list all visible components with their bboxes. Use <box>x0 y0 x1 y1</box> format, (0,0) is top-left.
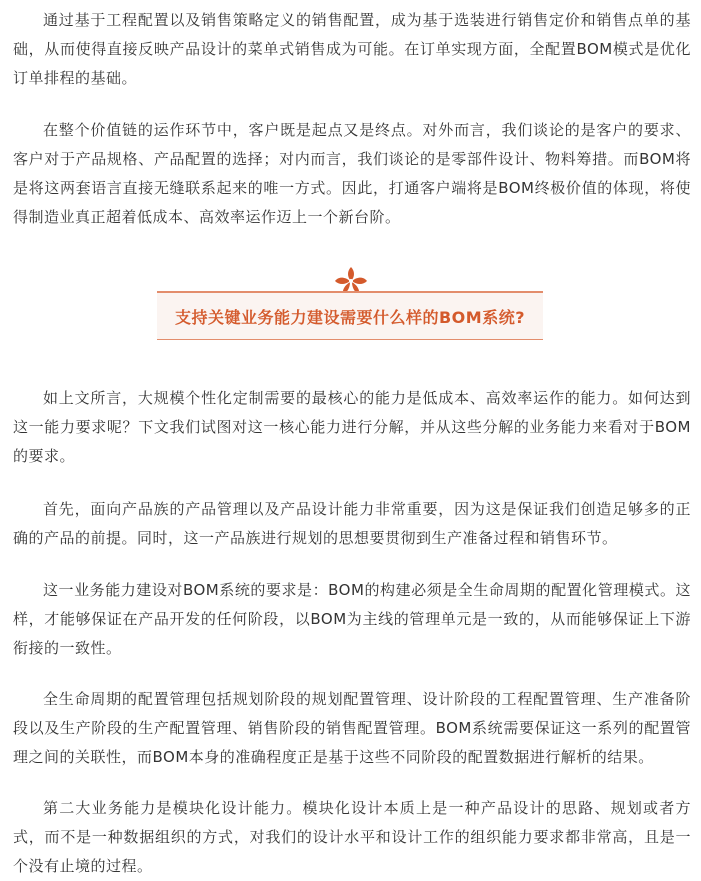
paragraph: 如上文所言，大规模个性化定制需要的最核心的能力是低成本、高效率运作的能力。如何达到这一能力要求呢？下文我们试图对这一核心能力进行分解，并从这些分解的业务能力来看对于BOM的要求。 <box>13 389 691 465</box>
paragraph: 全生命周期的配置管理包括规划阶段的规划配置管理、设计阶段的工程配置管理、生产准备阶段以及生产阶段的生产配置管理、销售阶段的销售配置管理。BOM系统需要保证这一系列的配置管理之间的关联性，而BOM本身的准确程度正是基于这些不同阶段的配置数据进行解析的结果。 <box>13 690 691 766</box>
section-heading <box>157 266 545 340</box>
section-heading-box <box>157 291 543 340</box>
paragraph: 通过基于工程配置以及销售策略定义的销售配置，成为基于选装进行销售定价和销售点单的基础，从而使得直接反映产品设计的菜单式销售成为可能。在订单实现方面，全配置BOM模式是优化订单排程的基础。 <box>13 11 691 87</box>
paragraph: 在整个价值链的运作环节中，客户既是起点又是终点。对外而言，我们谈论的是客户的要求、客户对于产品规格、产品配置的选择；对内而言，我们谈论的是零部件设计、物料筹措。而BOM将是将这两套语言直接无缝联系起来的唯一方式。因此，打通客户端将是BOM终极价值的体现，将使得制造业真正超着低成本、高效率运作迈上一个新台阶。 <box>13 121 691 226</box>
paragraph: 第二大业务能力是模块化设计能力。模块化设计本质上是一种产品设计的思路、规划或者方式，而不是一种数据组织的方式，对我们的设计水平和设计工作的组织能力要求都非常高，且是一个没有止境的过程。 <box>13 799 691 875</box>
paragraph: 这一业务能力建设对BOM系统的要求是：BOM的构建必须是全生命周期的配置化管理模式。这样，才能够保证在产品开发的任何阶段，以BOM为主线的管理单元是一致的，从而能够保证上下游衔接的一致性。 <box>13 581 691 657</box>
paragraph: 首先，面向产品族的产品管理以及产品设计能力非常重要，因为这是保证我们创造足够多的正确的产品的前提。同时，这一产品族进行规划的思想要贯彻到生产准备过程和销售环节。 <box>13 500 691 547</box>
section-heading-text: 支持关键业务能力建设需要什么样的BOM系统? <box>174 307 525 327</box>
